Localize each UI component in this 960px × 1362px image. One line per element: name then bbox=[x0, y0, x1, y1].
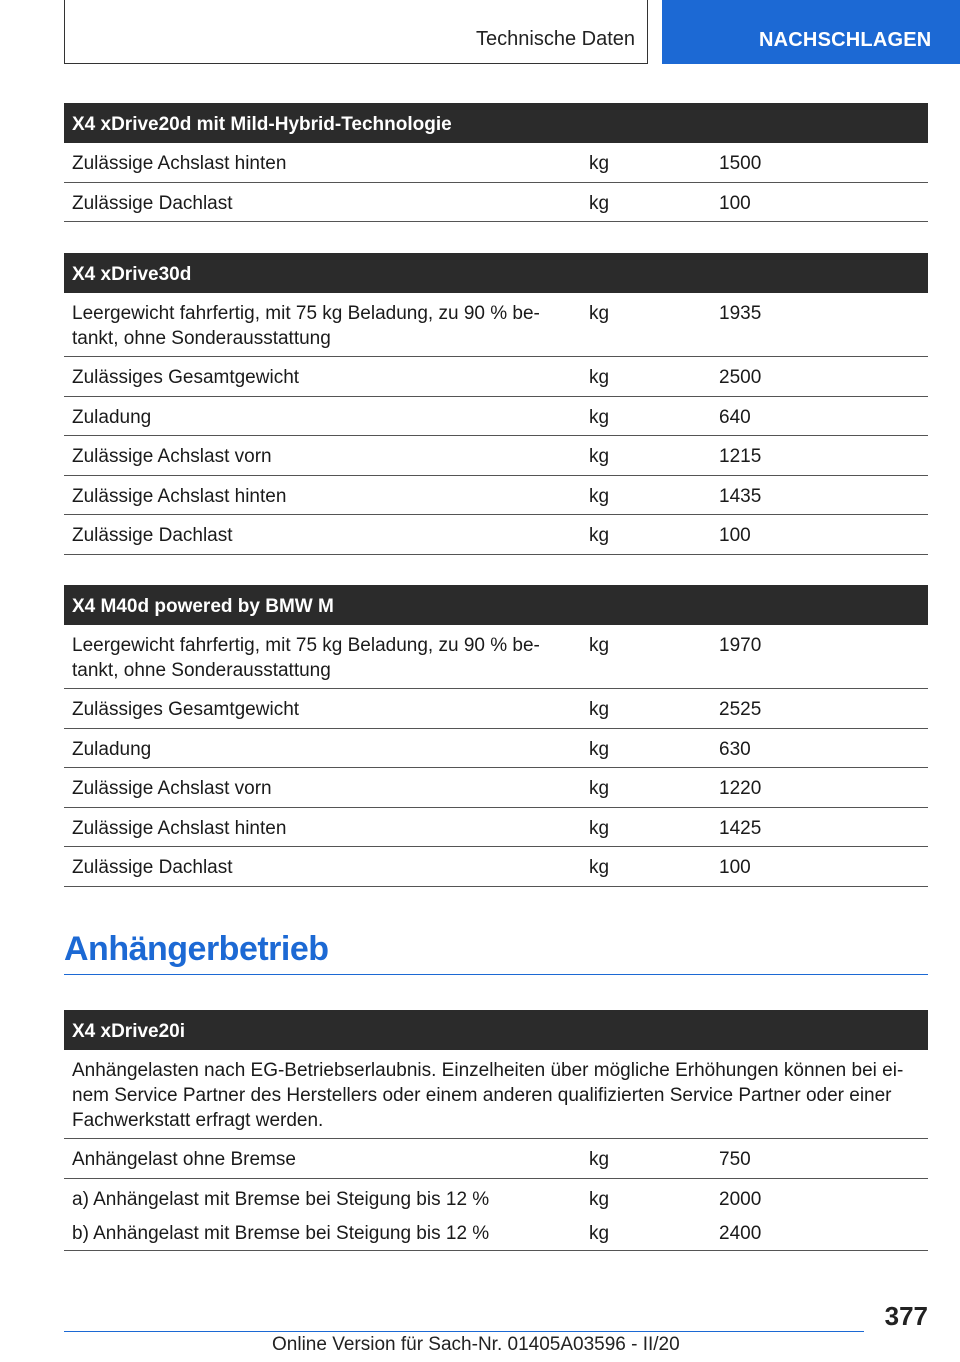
row-unit: kg bbox=[589, 153, 610, 174]
table-row bbox=[64, 808, 928, 847]
table-description: Anhängelasten nach EG-Betriebserlaubnis. Einzelheiten über mögliche Erhöhungen können bei ei-nem Service Partner des Herstellers oder einem anderen qualifizierten Service Partner oder einer Fachwerkstatt erfragt werden. bbox=[72, 1060, 904, 1131]
row-unit: kg bbox=[589, 525, 610, 546]
row-value: 100 bbox=[719, 193, 751, 214]
section-heading: Anhängerbetrieb bbox=[64, 930, 329, 968]
row-unit: kg bbox=[589, 1189, 610, 1210]
section-tab-label: NACHSCHLAGEN bbox=[759, 29, 932, 51]
spec-table-xdrive20d bbox=[64, 103, 928, 222]
row-value: 2500 bbox=[719, 367, 762, 388]
row-label: Zulässige Achslast hinten bbox=[72, 153, 287, 174]
trailer-table-xdrive20i bbox=[64, 1010, 928, 1251]
row-unit: kg bbox=[589, 739, 610, 760]
header-chapter-box bbox=[64, 0, 648, 64]
row-value: 1425 bbox=[719, 818, 762, 839]
row-value: 1220 bbox=[719, 778, 762, 799]
row-unit: kg bbox=[589, 699, 610, 720]
spec-table-m40d bbox=[64, 585, 928, 887]
page-number: 377 bbox=[884, 1301, 928, 1331]
row-label: Zulässige Achslast vorn bbox=[72, 778, 272, 799]
table-row bbox=[64, 143, 928, 183]
row-label: Zulässige Dachlast bbox=[72, 525, 233, 546]
row-value: 100 bbox=[719, 857, 751, 878]
row-label: b) Anhängelast mit Bremse bei Steigung bis 12 % bbox=[72, 1223, 490, 1244]
table-title: X4 xDrive20d mit Mild-Hybrid-Technologie bbox=[64, 103, 928, 143]
row-label: Zuladung bbox=[72, 739, 152, 760]
table-row bbox=[64, 357, 928, 397]
table-row bbox=[64, 768, 928, 808]
row-unit: kg bbox=[589, 1149, 610, 1170]
table-description-row bbox=[64, 1050, 928, 1139]
table-row bbox=[64, 847, 928, 887]
table-row bbox=[64, 183, 928, 222]
table-row bbox=[64, 436, 928, 476]
row-unit: kg bbox=[589, 486, 610, 507]
row-unit: kg bbox=[589, 407, 610, 428]
row-value: 100 bbox=[719, 525, 751, 546]
table-row bbox=[64, 625, 928, 689]
row-label: Zulässiges Gesamtgewicht bbox=[72, 699, 300, 720]
footer-version-text: Online Version für Sach-Nr. 01405A03596 - II/20 bbox=[272, 1334, 680, 1355]
chapter-title: Technische Daten bbox=[476, 28, 635, 50]
row-unit: kg bbox=[589, 193, 610, 214]
row-value: 2525 bbox=[719, 699, 762, 720]
row-label: Zuladung bbox=[72, 407, 152, 428]
row-unit: kg bbox=[589, 635, 610, 656]
table-title: X4 xDrive20i bbox=[64, 1010, 928, 1050]
row-value: 1215 bbox=[719, 446, 762, 467]
footer-divider bbox=[64, 1331, 864, 1332]
row-label: Zulässiges Gesamtgewicht bbox=[72, 367, 300, 388]
row-label: Leergewicht fahrfertig, mit 75 kg Beladung, zu 90 % be-tankt, ohne Sonderausstattung bbox=[72, 635, 540, 681]
table-row bbox=[64, 729, 928, 768]
row-value: 1500 bbox=[719, 153, 762, 174]
row-value: 1435 bbox=[719, 486, 762, 507]
table-title: X4 xDrive30d bbox=[64, 253, 928, 293]
row-label: a) Anhängelast mit Bremse bei Steigung bis 12 % bbox=[72, 1189, 490, 1210]
row-value: 750 bbox=[719, 1149, 751, 1170]
table-title: X4 M40d powered by BMW M bbox=[64, 585, 928, 625]
row-value: 2000 bbox=[719, 1189, 762, 1210]
row-unit: kg bbox=[589, 1223, 610, 1244]
header-section-tab[interactable] bbox=[662, 0, 960, 64]
section-divider bbox=[64, 974, 928, 975]
row-label: Anhängelast ohne Bremse bbox=[72, 1149, 296, 1170]
row-unit: kg bbox=[589, 778, 610, 799]
row-unit: kg bbox=[589, 446, 610, 467]
table-row bbox=[64, 476, 928, 515]
row-label: Zulässige Dachlast bbox=[72, 857, 233, 878]
row-unit: kg bbox=[589, 818, 610, 839]
table-row-group bbox=[64, 1179, 928, 1251]
table-row bbox=[64, 515, 928, 555]
row-unit: kg bbox=[589, 367, 610, 388]
row-value: 630 bbox=[719, 739, 751, 760]
row-label: Zulässige Dachlast bbox=[72, 193, 233, 214]
table-row bbox=[64, 397, 928, 436]
row-unit: kg bbox=[589, 303, 610, 324]
row-unit: kg bbox=[589, 857, 610, 878]
table-row bbox=[64, 1139, 928, 1179]
row-value: 1970 bbox=[719, 635, 762, 656]
table-row bbox=[64, 293, 928, 357]
row-label: Zulässige Achslast vorn bbox=[72, 446, 272, 467]
row-value: 640 bbox=[719, 407, 751, 428]
row-label: Leergewicht fahrfertig, mit 75 kg Beladung, zu 90 % be-tankt, ohne Sonderausstattung bbox=[72, 303, 540, 349]
row-label: Zulässige Achslast hinten bbox=[72, 486, 287, 507]
row-value: 2400 bbox=[719, 1223, 762, 1244]
row-label: Zulässige Achslast hinten bbox=[72, 818, 287, 839]
row-value: 1935 bbox=[719, 303, 762, 324]
table-row bbox=[64, 689, 928, 729]
spec-table-xdrive30d bbox=[64, 253, 928, 555]
